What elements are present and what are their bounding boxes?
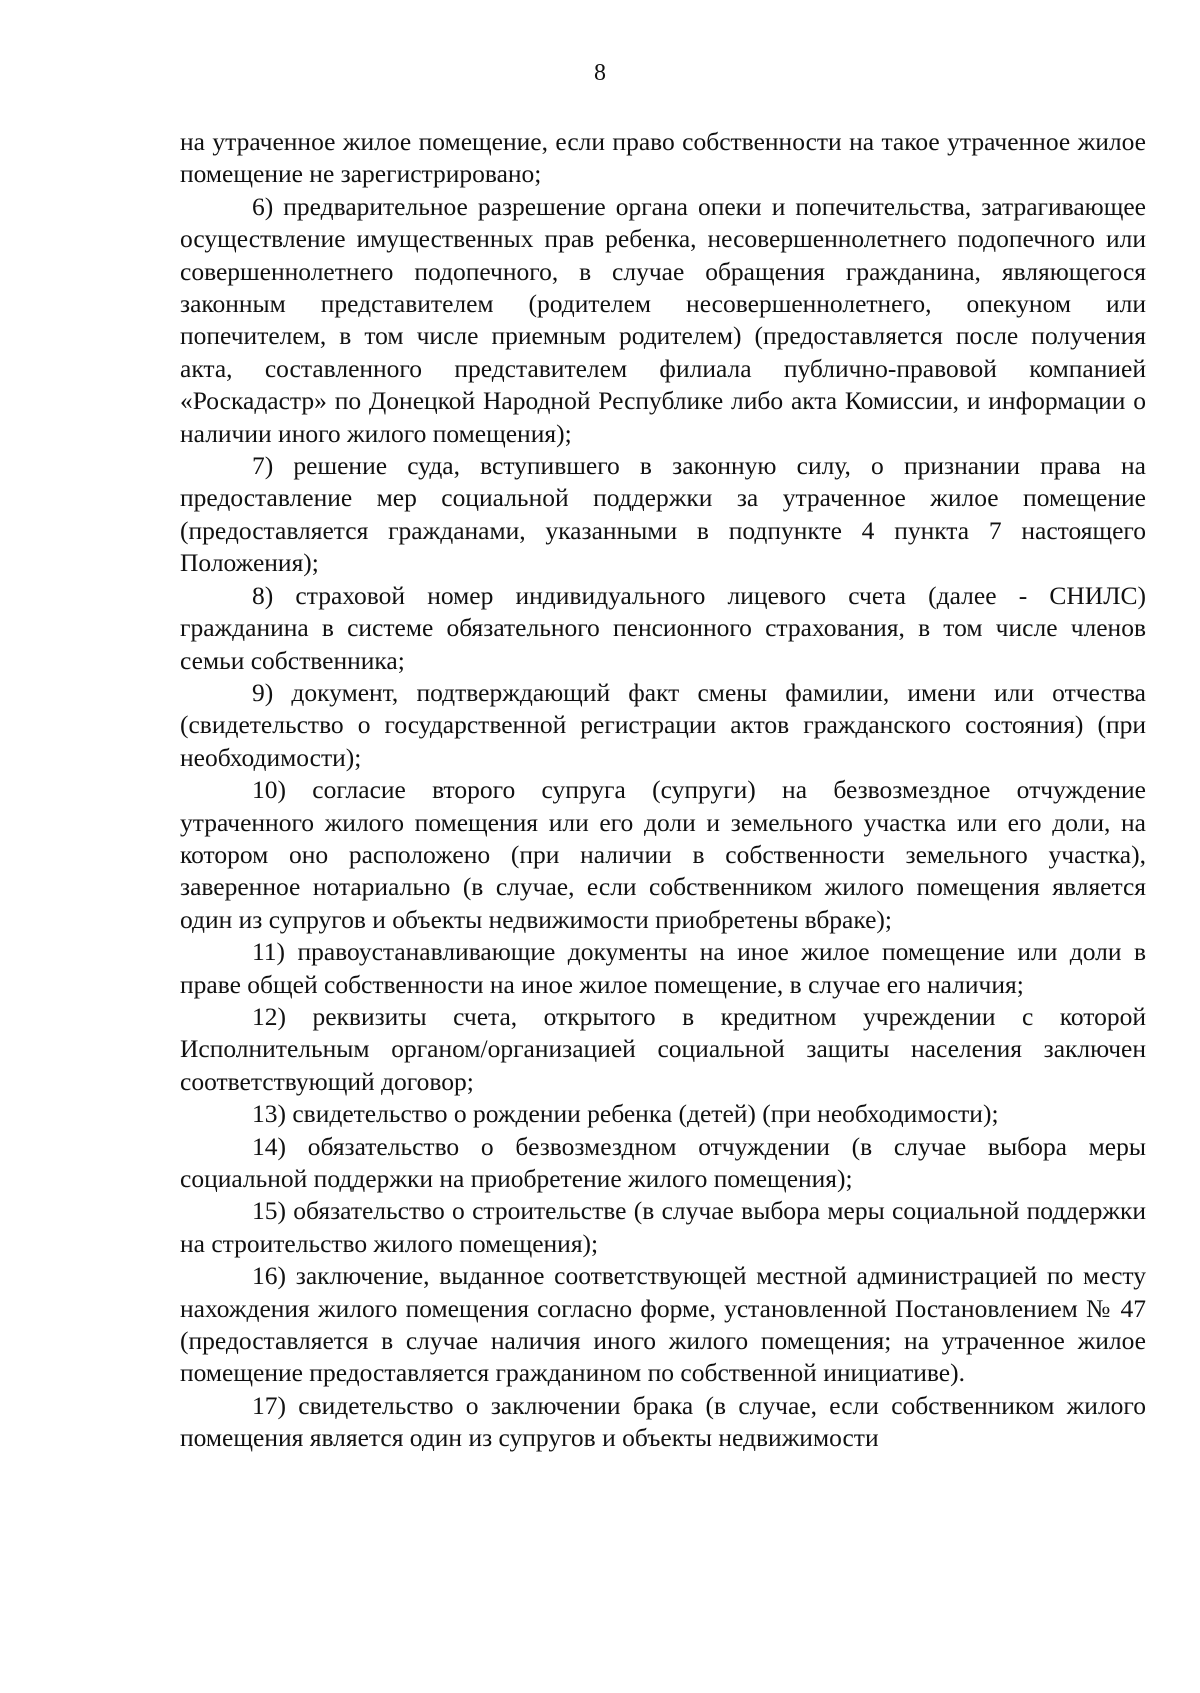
list-item-17: 17) свидетельство о заключении брака (в случае, если собственником жилого помещения является один из супругов и объекты недвижимости bbox=[180, 1390, 1146, 1453]
document-body bbox=[180, 126, 1146, 1455]
list-item-11: 11) правоустанавливающие документы на иное жилое помещение или доли в праве общей собственности на иное жилое помещение, в случае его наличия; bbox=[180, 937, 1146, 999]
list-item-14: 14) обязательство о безвозмездном отчуждении (в случае выбора меры социальной поддержки на приобретение жилого помещения); bbox=[180, 1131, 1146, 1193]
list-item-8: 8) страховой номер индивидуального лицевого счета (далее - СНИЛС) гражданина в системе обязательного пенсионного страхования, в том числе членов семьи собственника; bbox=[180, 580, 1146, 675]
list-item-13: 13) свидетельство о рождении ребенка (детей) (при необходимости); bbox=[252, 1099, 999, 1129]
page-number: 8 bbox=[594, 60, 606, 86]
list-item-6: 6) предварительное разрешение органа опеки и попечительства, затрагивающее осуществление имущественных прав ребенка, несовершеннолетнего подопечного или совершеннолетнего подопечного, в случае обращения гражданина, являющегося законным представителем (родителем несовершеннолетнего, опекуном или попечителем, в том числе приемным родителем) (предоставляется после получения акта, составленного представителем филиала публично-правовой компанией «Роскадастр» по Донецкой Народной Республике либо акта Комиссии, и информации о наличии иного жилого помещения); bbox=[180, 191, 1146, 448]
paragraph-continuation: на утраченное жилое помещение, если право собственности на такое утраченное жилое помещение не зарегистрировано; bbox=[180, 127, 1146, 189]
list-item-16: 16) заключение, выданное соответствующей местной администрацией по месту нахождения жилого помещения согласно форме, установленной Постановлением № 47 (предоставляется в случае наличия иного жилого помещения; на утраченное жилое помещение предоставляется гражданином по собственной инициативе). bbox=[180, 1261, 1146, 1388]
list-item-10: 10) согласие второго супруга (супруги) на безвозмездное отчуждение утраченного жилого помещения или его доли и земельного участка или его доли, на котором оно расположено (при наличии в собственности земельного участка), заверенное нотариально (в случае, если собственником жилого помещения является один из супругов и объекты недвижимости приобретены вбраке); bbox=[180, 775, 1146, 934]
list-item-7: 7) решение суда, вступившего в законную силу, о признании права на предоставление мер социальной поддержки за утраченное жилое помещение (предоставляется гражданами, указанными в подпункте 4 пункта 7 настоящего Положения); bbox=[180, 451, 1146, 578]
list-item-15: 15) обязательство о строительстве (в случае выбора меры социальной поддержки на строительство жилого помещения); bbox=[180, 1196, 1146, 1258]
list-item-9: 9) документ, подтверждающий факт смены фамилии, имени или отчества (свидетельство о государственной регистрации актов гражданского состояния) (при необходимости); bbox=[180, 677, 1146, 772]
list-item-12: 12) реквизиты счета, открытого в кредитном учреждении с которой Исполнительным органом/организацией социальной защиты населения заключен соответствующий договор; bbox=[180, 1001, 1146, 1096]
